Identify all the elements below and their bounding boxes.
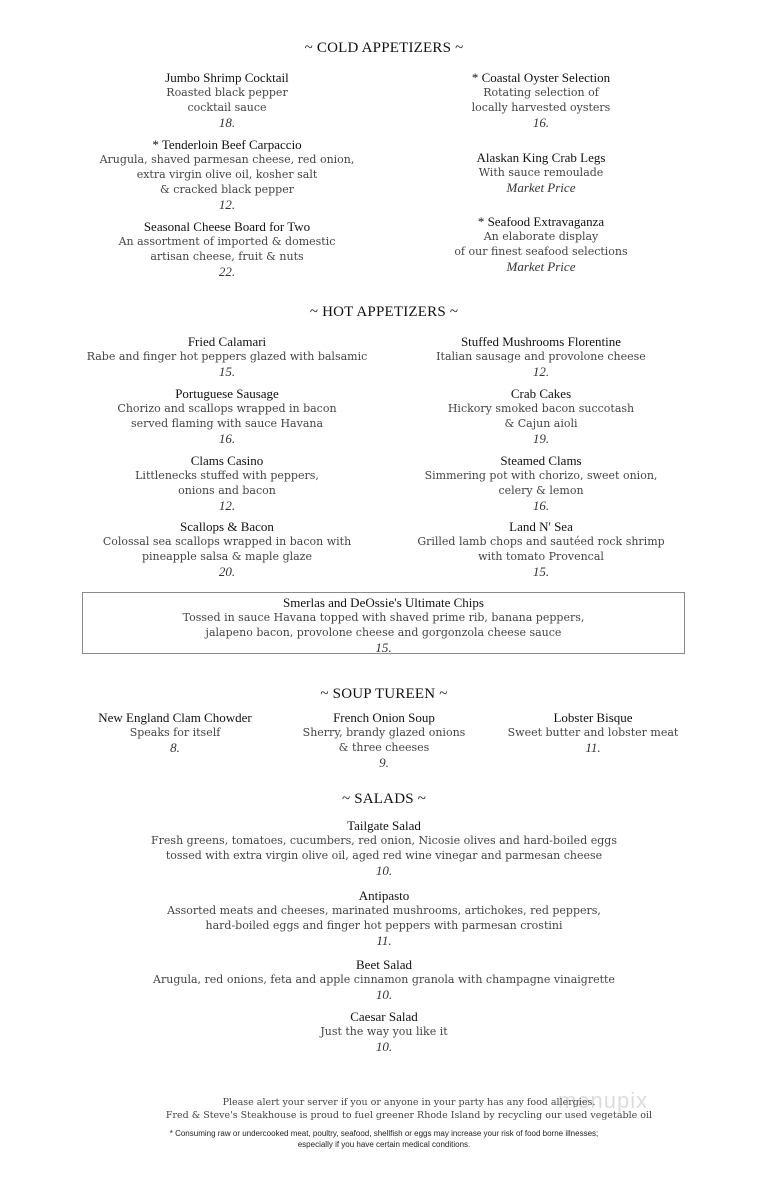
menu-item-stuffed-mushrooms-florentine: [398, 334, 684, 379]
item-description: Fresh greens, tomatoes, cucumbers, red onion, Nicosie olives and hard-boiled eggs: [151, 834, 617, 847]
item-name: Fried Calamari: [187, 334, 267, 349]
item-price: Market Price: [506, 259, 576, 274]
item-description: An assortment of imported & domestic: [118, 235, 336, 248]
item-price: 11.: [585, 740, 601, 755]
item-description: Colossal sea scallops wrapped in bacon with: [102, 535, 352, 548]
item-description: tossed with extra virgin olive oil, aged red wine vinegar and parmesan cheese: [165, 849, 603, 862]
menu-item-jumbo-shrimp-cocktail: [84, 70, 370, 130]
item-price: 11.: [376, 933, 392, 948]
item-description: locally harvested oysters: [471, 101, 611, 114]
item-description: Just the way you like it: [320, 1025, 448, 1038]
item-name: Jumbo Shrimp Cocktail: [165, 70, 289, 85]
item-name: Stuffed Mushrooms Florentine: [460, 334, 622, 349]
item-description: Sherry, brandy glazed onions: [302, 726, 466, 739]
item-description: Roasted black pepper: [166, 86, 288, 99]
item-price: 12.: [218, 498, 236, 513]
item-price: 10.: [375, 863, 393, 878]
item-description: & Cajun aioli: [504, 417, 578, 430]
item-price: 15.: [218, 364, 236, 379]
item-price: 20.: [218, 564, 236, 579]
item-description: artisan cheese, fruit & nuts: [150, 250, 304, 263]
item-description: Arugula, shaved parmesan cheese, red onion,: [99, 153, 355, 166]
allergy-notice: Please alert your server if you or anyone in your party has any food allergies.: [222, 1097, 596, 1108]
menu-item-seafood-extravaganza: [398, 214, 684, 274]
item-description: Tossed in sauce Havana topped with shaved prime rib, banana peppers,: [182, 611, 585, 624]
consumption-warning-continued: especially if you have certain medical conditions.: [297, 1140, 471, 1149]
menu-item-scallops-and-bacon: [84, 519, 370, 579]
item-price: 8.: [170, 740, 180, 755]
item-price: 16.: [218, 431, 236, 446]
item-price: 12.: [532, 364, 550, 379]
menu-item-tenderloin-beef-carpaccio: [84, 137, 370, 212]
item-name: Lobster Bisque: [553, 710, 633, 725]
item-description: onions and bacon: [178, 484, 276, 497]
item-description: celery & lemon: [498, 484, 584, 497]
item-name: Scallops & Bacon: [180, 519, 274, 534]
watermark-logo: menupix: [558, 1088, 649, 1113]
menu-item-french-onion-soup: [279, 710, 489, 770]
menu-item-caesar-salad: [84, 1009, 684, 1054]
item-description: Rotating selection of: [483, 86, 599, 99]
menu-item-crab-cakes: [398, 386, 684, 446]
item-price: 12.: [218, 197, 236, 212]
menu-item-steamed-clams: [398, 453, 684, 513]
item-description: Simmering pot with chorizo, sweet onion,: [424, 469, 658, 482]
menu-item-lobster-bisque: [488, 710, 698, 755]
item-description: Sweet butter and lobster meat: [507, 726, 679, 739]
item-description: Arugula, red onions, feta and apple cinnamon granola with champagne vinaigrette: [153, 973, 615, 986]
menu-item-fried-calamari: [84, 334, 370, 379]
item-price: 22.: [218, 264, 236, 279]
item-name: Antipasto: [358, 888, 410, 903]
item-description: & three cheeses: [338, 741, 430, 754]
menu-item-beet-salad: [84, 957, 684, 1002]
item-price: 16.: [532, 115, 550, 130]
item-description: served flaming with sauce Havana: [130, 417, 324, 430]
item-description: of our finest seafood selections: [454, 245, 628, 258]
item-description: Hickory smoked bacon succotash: [447, 402, 635, 415]
item-name: Crab Cakes: [510, 386, 572, 401]
item-name: Smerlas and DeOssie's Ultimate Chips: [283, 595, 484, 610]
item-name: Alaskan King Crab Legs: [476, 150, 606, 165]
item-name: * Coastal Oyster Selection: [471, 70, 611, 85]
item-description: with tomato Provencal: [478, 550, 604, 563]
item-description: hard-boiled eggs and finger hot peppers with parmesan crostini: [205, 919, 563, 932]
item-price: 15.: [375, 640, 392, 655]
item-description: Assorted meats and cheeses, marinated mushrooms, artichokes, red peppers,: [167, 904, 601, 917]
item-price: Market Price: [506, 180, 576, 195]
menu-item-land-n-sea: [398, 519, 684, 579]
item-description: Littlenecks stuffed with peppers,: [135, 469, 319, 482]
item-description: Rabe and finger hot peppers glazed with balsamic: [86, 350, 368, 363]
item-name: Tailgate Salad: [347, 818, 421, 833]
item-name: Portuguese Sausage: [175, 386, 279, 401]
item-price: 18.: [218, 115, 236, 130]
item-price: 16.: [532, 498, 550, 513]
item-name: Seasonal Cheese Board for Two: [143, 219, 311, 234]
item-description: Chorizo and scallops wrapped in bacon: [117, 402, 337, 415]
item-description: Grilled lamb chops and sautéed rock shrimp: [417, 535, 665, 548]
featured-item-box-ultimate-chips: [82, 592, 685, 654]
consumption-warning: * Consuming raw or undercooked meat, poultry, seafood, shellfish or eggs may increase your risk of food borne illnesses;: [169, 1129, 599, 1138]
item-price: 10.: [375, 1039, 393, 1054]
item-description: Speaks for itself: [129, 726, 221, 739]
section-heading-cold-appetizers: ~ COLD APPETIZERS ~: [304, 40, 464, 56]
item-description: & cracked black pepper: [160, 183, 294, 196]
menu-item-clams-casino: [84, 453, 370, 513]
menu-item-tailgate-salad: [84, 818, 684, 878]
item-price: 19.: [532, 431, 550, 446]
section-heading-hot-appetizers: ~ HOT APPETIZERS ~: [309, 304, 459, 320]
item-price: 15.: [532, 564, 550, 579]
item-name: Land N' Sea: [509, 519, 573, 534]
menu-item-seasonal-cheese-board: [84, 219, 370, 279]
item-price: 10.: [375, 987, 393, 1002]
item-description: jalapeno bacon, provolone cheese and gorgonzola cheese sauce: [205, 626, 562, 639]
item-name: Steamed Clams: [500, 453, 582, 468]
item-description: cocktail sauce: [187, 101, 267, 114]
item-name: Caesar Salad: [350, 1009, 418, 1024]
menu-item-portuguese-sausage: [84, 386, 370, 446]
menu-item-antipasto: [84, 888, 684, 948]
menu-item-alaskan-king-crab-legs: [398, 150, 684, 195]
item-description: extra virgin olive oil, kosher salt: [136, 168, 318, 181]
item-name: New England Clam Chowder: [98, 710, 252, 725]
recycling-notice: Fred & Steve's Steakhouse is proud to fuel greener Rhode Island by recycling our used vegetable oil: [165, 1110, 653, 1121]
item-description: pineapple salsa & maple glaze: [141, 550, 312, 563]
item-description: With sauce remoulade: [478, 166, 604, 179]
menu-item-new-england-clam-chowder: [70, 710, 280, 755]
item-description: An elaborate display: [483, 230, 599, 243]
item-price: 9.: [379, 755, 389, 770]
section-heading-salads: ~ SALADS ~: [341, 791, 427, 807]
item-name: French Onion Soup: [333, 710, 435, 725]
item-description: Italian sausage and provolone cheese: [436, 350, 646, 363]
item-name: Beet Salad: [356, 957, 412, 972]
item-name: * Seafood Extravaganza: [477, 214, 605, 229]
section-heading-soup-tureen: ~ SOUP TUREEN ~: [320, 686, 448, 702]
item-name: * Tenderloin Beef Carpaccio: [152, 137, 302, 152]
item-name: Clams Casino: [190, 453, 264, 468]
menu-item-coastal-oyster-selection: [398, 70, 684, 130]
